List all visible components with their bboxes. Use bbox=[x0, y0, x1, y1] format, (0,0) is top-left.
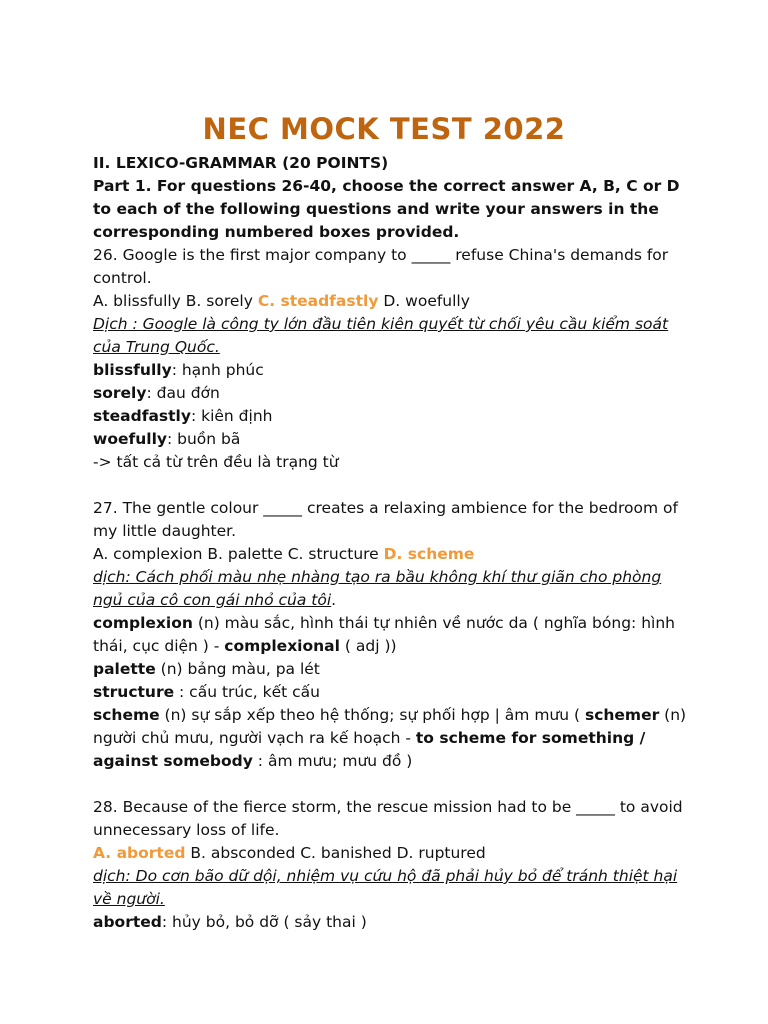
vocab-word: aborted bbox=[93, 913, 162, 931]
options-26-before: A. blissfully B. sorely bbox=[93, 292, 258, 310]
vocab-meaning: : kiên định bbox=[190, 407, 273, 425]
vocab-meaning: (n) bảng màu, pa lét bbox=[155, 660, 320, 678]
options-27-before: A. complexion B. palette C. structure bbox=[93, 545, 384, 563]
vocab-word: palette bbox=[93, 660, 156, 678]
vocab-meaning: (n) sự sắp xếp theo hệ thống; sự phối hợp | âm mưu ( bbox=[159, 706, 585, 724]
answer-27: D. scheme bbox=[383, 545, 475, 563]
vocab-meaning: : cấu trúc, kết cấu bbox=[174, 683, 320, 701]
spacer bbox=[93, 474, 693, 497]
question-28: 28. Because of the fierce storm, the rescue mission had to be _____ to avoid unnecessary loss of life. bbox=[93, 798, 683, 839]
spacer bbox=[93, 773, 693, 796]
vocab-meaning: : hạnh phúc bbox=[171, 361, 264, 379]
vocab-meaning: : hủy bỏ, bỏ dỡ ( sảy thai ) bbox=[161, 913, 367, 931]
vocab-meaning: (n) màu sắc, hình thái tự nhiên về nước da ( nghĩa bóng: hình thái, cục diện ) - bbox=[93, 614, 675, 655]
options-28 bbox=[93, 842, 693, 865]
answer-26: C. steadfastly bbox=[257, 292, 379, 310]
vocab-26-item bbox=[93, 359, 693, 382]
vocab-meaning: : buồn bã bbox=[167, 430, 241, 448]
translation-27-end: . bbox=[331, 591, 337, 609]
answer-28: A. aborted bbox=[93, 844, 186, 862]
options-26-after: D. woefully bbox=[378, 292, 470, 310]
vocab-27-palette bbox=[93, 658, 693, 681]
vocab-word: schemer bbox=[584, 706, 660, 724]
vocab-word: woefully bbox=[93, 430, 167, 448]
vocab-27-structure bbox=[93, 681, 693, 704]
translation-26: Dịch : Google là công ty lớn đầu tiên kiên quyết từ chối yêu cầu kiểm soát của Trung Quốc. bbox=[93, 315, 669, 356]
vocab-meaning: ( adj )) bbox=[339, 637, 397, 655]
options-28-after: B. absconded C. banished D. ruptured bbox=[185, 844, 486, 862]
vocab-26-item bbox=[93, 405, 693, 428]
vocab-word: complexional bbox=[224, 637, 340, 655]
section-heading: II. LEXICO-GRAMMAR (20 POINTS) bbox=[93, 154, 389, 172]
vocab-meaning: (n) người chủ mưu, người vạch ra kế hoạch - bbox=[93, 706, 687, 747]
vocab-27-complexion bbox=[93, 612, 693, 658]
vocab-26-item bbox=[93, 428, 693, 451]
vocab-meaning: : âm mưu; mưu đồ ) bbox=[252, 752, 413, 770]
question-26: 26. Google is the first major company to _____ refuse China's demands for control. bbox=[93, 246, 669, 287]
translation-27-text: dịch: Cách phối màu nhẹ nhàng tạo ra bầu không khí thư giãn cho phòng ngủ của cô con gái nhỏ của tôi bbox=[93, 568, 662, 609]
vocab-word: blissfully bbox=[93, 361, 172, 379]
document-body bbox=[93, 152, 693, 934]
section-instruction: Part 1. For questions 26-40, choose the correct answer A, B, C or D to each of the following questions and write your answers in the corresponding numbered boxes provided. bbox=[93, 177, 680, 241]
translation-28: dịch: Do cơn bão dữ dội, nhiệm vụ cứu hộ đã phải hủy bỏ để tránh thiệt hại về người. bbox=[93, 867, 678, 908]
vocab-word: sorely bbox=[93, 384, 147, 402]
vocab-26-item bbox=[93, 382, 693, 405]
page-title: NEC MOCK TEST 2022 bbox=[202, 112, 566, 146]
question-27: 27. The gentle colour _____ creates a relaxing ambience for the bedroom of my little daughter. bbox=[93, 499, 678, 540]
vocab-27-scheme bbox=[93, 704, 693, 773]
translation-27 bbox=[93, 566, 693, 612]
vocab-word: scheme bbox=[93, 706, 160, 724]
vocab-word: structure bbox=[93, 683, 175, 701]
note-26: -> tất cả từ trên đều là trạng từ bbox=[93, 453, 339, 471]
vocab-word: complexion bbox=[93, 614, 193, 632]
options-27 bbox=[93, 543, 693, 566]
vocab-28-aborted bbox=[93, 911, 693, 934]
vocab-meaning: : đau đớn bbox=[146, 384, 220, 402]
vocab-word: to scheme for something / against somebody bbox=[93, 729, 646, 770]
vocab-word: steadfastly bbox=[93, 407, 191, 425]
options-26 bbox=[93, 290, 693, 313]
